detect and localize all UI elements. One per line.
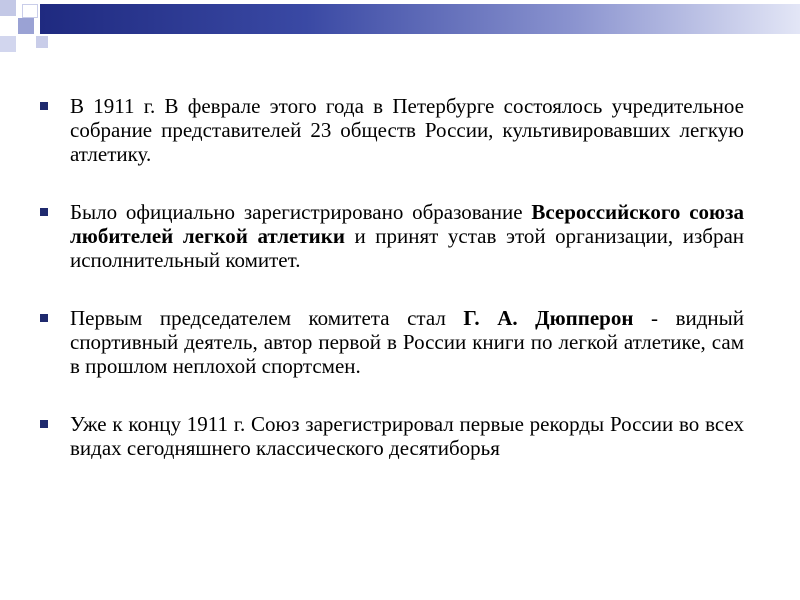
square-bullet-icon: [40, 208, 48, 216]
decorative-square: [22, 4, 38, 18]
bullet-item-2: [38, 200, 744, 272]
decorative-square: [36, 36, 48, 48]
bullet-list: [38, 94, 744, 494]
bullet-text: Было официально зарегистрировано образование: [70, 200, 532, 224]
square-bullet-icon: [40, 314, 48, 322]
bullet-text: В 1911 г. В феврале этого года в Петербурге состоялось учредительное собрание представителей 23 обществ России, культивировавших легкую атлетику.: [70, 94, 744, 166]
bullet-text: - видный спортивный деятель, автор первой в России книги по легкой атлетике, сам в прошлом неплохой спортсмен.: [70, 306, 744, 378]
bullet-item-3: [38, 306, 744, 378]
bullet-item-4: [38, 412, 744, 460]
header-gradient-bar: [40, 4, 800, 34]
decorative-square: [0, 36, 16, 52]
bullet-bold-text: Г. А. Дюпперон: [463, 306, 634, 330]
bullet-bold-text: Всероссийского союза любителей легкой атлетики: [70, 200, 745, 248]
bullet-item-1: [38, 94, 744, 166]
square-bullet-icon: [40, 102, 48, 110]
bullet-text: Первым председателем комитета стал: [70, 306, 464, 330]
bullet-text: Уже к концу 1911 г. Союз зарегистрировал первые рекорды России во всех видах сегодняшнего классического десятиборья: [70, 412, 744, 460]
bullet-text: и принят устав этой организации, избран исполнительный комитет.: [70, 224, 744, 272]
square-bullet-icon: [40, 420, 48, 428]
decorative-square: [18, 18, 34, 34]
decorative-square: [0, 0, 16, 16]
